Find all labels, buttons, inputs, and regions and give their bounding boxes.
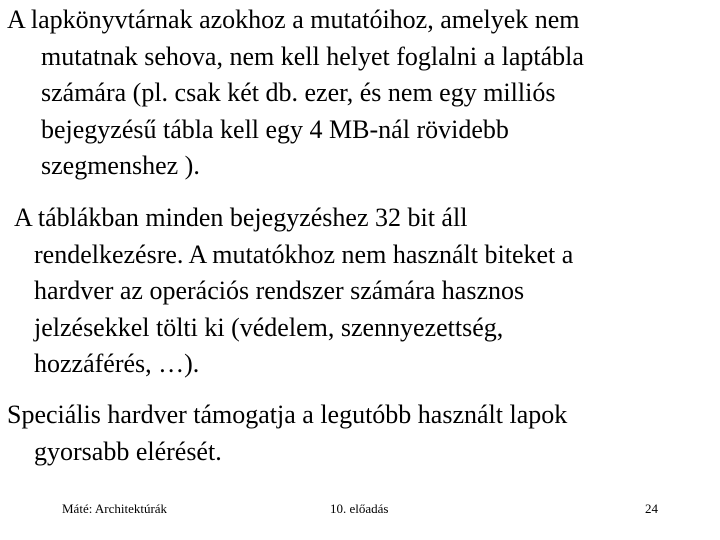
paragraph-specialis-hardver <box>0 397 567 470</box>
text-line: hozzáférés, …). <box>34 349 200 378</box>
text-line: bejegyzésű tábla kell egy 4 MB-nál rövidebb <box>41 114 509 144</box>
text-line: Speciális hardver támogatja a legutóbb használt lapok <box>7 400 568 429</box>
footer-author: Máté: Architektúrák <box>62 501 168 516</box>
footer-page-number: 24 <box>645 501 658 516</box>
paragraph-lapkonyvtar <box>0 2 584 185</box>
text-line: rendelkezésre. A mutatókhoz nem használt biteket a <box>34 239 574 269</box>
text-line: szegmenshez ). <box>41 151 200 180</box>
text-line: A lapkönyvtárnak azokhoz a mutatóihoz, amelyek nem <box>7 5 580 34</box>
paragraph-tablak <box>0 200 573 383</box>
footer-lecture: 10. előadás <box>330 501 389 516</box>
text-line: hardver az operációs rendszer számára hasznos <box>34 276 525 305</box>
text-line: A táblákban minden bejegyzéshez 32 bit áll <box>14 203 468 232</box>
text-line: számára (pl. csak két db. ezer, és nem egy milliós <box>41 78 556 107</box>
text-line: mutatnak sehova, nem kell helyet foglalni a laptábla <box>41 41 584 71</box>
text-line: jelzésekkel tölti ki (védelem, szennyezettség, <box>34 312 504 342</box>
text-line: gyorsabb elérését. <box>34 436 222 466</box>
